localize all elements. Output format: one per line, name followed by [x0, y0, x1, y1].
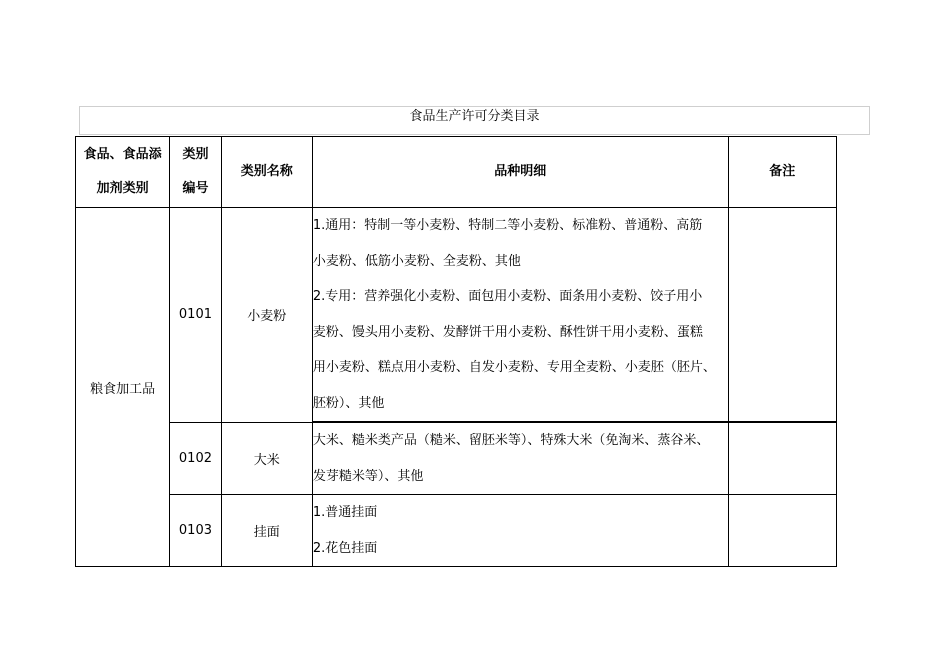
- variety-detail: 大米、糙米类产品（糙米、留胚米等）、特殊大米（免淘米、蒸谷米、 发芽糙米等）、其他: [312, 422, 728, 495]
- header-food-category: 食品、食品添 加剂类别: [76, 137, 170, 208]
- category-code: 0102: [170, 422, 221, 495]
- remark-cell: [728, 208, 836, 423]
- category-name: 小麦粉: [221, 208, 312, 423]
- food-category-cell: 粮食加工品: [76, 208, 170, 567]
- table-row: [76, 208, 837, 423]
- table-header-row: [76, 137, 837, 208]
- table-row: [76, 495, 837, 567]
- classification-table: [75, 136, 837, 567]
- category-name: 大米: [221, 422, 312, 495]
- header-category-name: 类别名称: [221, 137, 312, 208]
- category-code: 0101: [170, 208, 221, 423]
- catalog-title: 食品生产许可分类目录: [79, 106, 870, 135]
- variety-detail: 1.普通挂面 2.花色挂面: [312, 495, 728, 567]
- category-code: 0103: [170, 495, 221, 567]
- remark-cell: [728, 495, 836, 567]
- category-name: 挂面: [221, 495, 312, 567]
- table-row: [76, 422, 837, 495]
- header-category-code: 类别 编号: [170, 137, 221, 208]
- remark-cell: [728, 422, 836, 495]
- header-remark: 备注: [728, 137, 836, 208]
- header-variety-detail: 品种明细: [312, 137, 728, 208]
- variety-detail: 1.通用：特制一等小麦粉、特制二等小麦粉、标准粉、普通粉、高筋 小麦粉、低筋小麦粉、全麦粉、其他 2.专用：营养强化小麦粉、面包用小麦粉、面条用小麦粉、饺子用小 麦粉、馒头用小麦粉、发酵饼干用小麦粉、酥性饼干用小麦粉、蛋糕 用小麦粉、糕点用小麦粉、自发小麦粉、专用全麦粉、小麦胚（胚片、 胚粉）、其他: [312, 208, 728, 423]
